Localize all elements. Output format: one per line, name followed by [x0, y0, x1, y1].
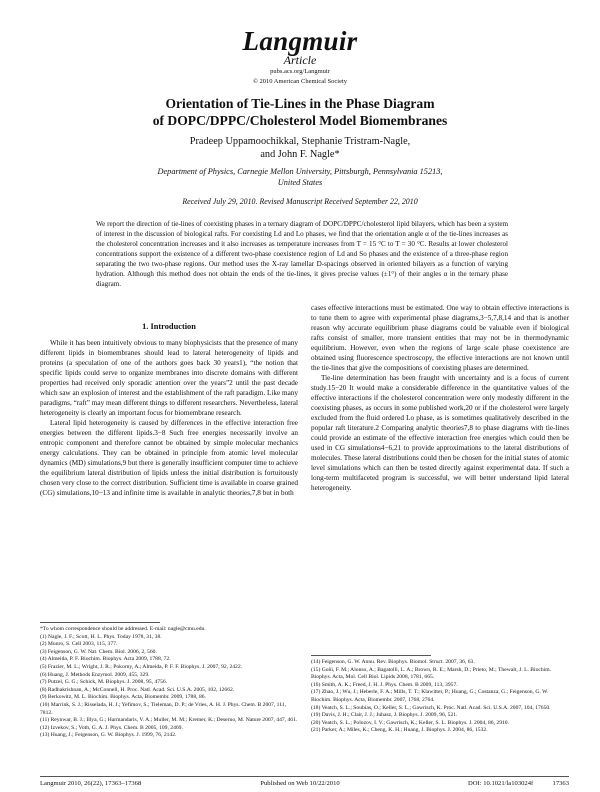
- reference-item: (2) Munro, S. Cell 2003, 115, 377.: [40, 641, 118, 648]
- reference-item: (4) Almeida, P. F. Biochim. Biophys. Acta 2009, 1788, 72.: [40, 656, 171, 663]
- reference-item: (20) Veatch, S. L.; Polozov, I. V.; Gawrisch, K.; Keller, S. L. Biophys. J. 2004, 86, 2910.: [311, 719, 509, 726]
- paragraph: cases effective interactions must be estimated. One way to obtain effective interactions is to tune them to agree with experimental phase diagrams,3−5,7,8,14 and that is another reason why accurate equilibrium phase diagrams could be valuable even if biological rafts consist of smaller, more transient entities that may not be in thermodynamic equilibrium. However, even when the regions of large scale phase coexistence are obtained using fluorescence spectroscopy, the effective interactions are not known until the tie-lines that give the compositions of coexisting phases are determined.: [311, 304, 569, 372]
- section-heading: 1. Introduction: [142, 322, 196, 331]
- reference-list-left: [40, 626, 298, 776]
- reference-item: (1) Nagle, J. F.; Scott, H. L. Phys. Today 1978, 31, 38.: [40, 633, 162, 640]
- footer-doi-page: [380, 780, 569, 787]
- paragraph: Tie-line determination has been fraught with uncertainty and is a focus of current study.15−20 It would make a considerable difference in the quantitative values of the effective interactions if the cholesterol concentration were only modestly different in the coexisting phases, as occurs in some published work,20 or if the cholesterol were largely excluded from the fluid ordered Lo phase, as is sometimes qualitatively described in the popular raft literature.2 Comparing analytic theories7,8 to phase diagrams with tie-lines could provide an estimate of the effective interaction free energies which could then be used in CG simulations4−6,21 to provide approximations to the lateral distributions of molecules. These lateral distributions could then be chosen for the initial states of atomic level simulations which can then be tested directly against experimental data. If such a long-term multifaceted program is successful, we will better understand lipid lateral heterogeneity.: [311, 374, 569, 492]
- reference-item: (16) Smith, A. K.; Freed, J. H. J. Phys. Chem. B 2009, 113, 3957.: [311, 681, 458, 688]
- journal-logo: Langmuir: [242, 26, 358, 56]
- title-line: of DOPC/DPPC/Cholesterol Model Biomembranes: [152, 113, 448, 128]
- paragraph: While it has been intuitively obvious to many biophysicists that the presence of many different lipids in biomembranes should lead to lateral heterogeneity of lipids and proteins (a speculation of one of the authors goes back 30 years1), “the notion that specific lipids could serve to organize membranes into discrete domains with different properties had received only sporadic attention over the years”2 until the past decade which saw an explosion of interest and the establishment of the raft paradigm. Like many paradigms, “raft” may mean different things to different researchers. Nevertheless, lateral heterogeneity is clearly an important focus for biomembrane research.: [40, 339, 298, 417]
- correspondence-note: *To whom correspondence should be addressed. E-mail: nagle@cmu.edu.: [40, 626, 206, 632]
- reference-item: (18) Veatch, S. L.; Soubias, O.; Keller, S. L.; Gawrisch, K. Proc. Natl. Acad. Sci. U.S.A. 2007, 104, 17650.: [311, 704, 551, 711]
- affiliation-line: United States: [277, 178, 323, 187]
- authors-line: and John F. Nagle*: [260, 149, 340, 160]
- affiliation-line: Department of Physics, Carnegie Mellon University, Pittsburgh, Pennsylvania 15213,: [157, 167, 443, 176]
- left-column-body: [40, 338, 298, 618]
- author-list: [80, 135, 520, 161]
- reference-item: (17) Zhao, J.; Wu, J.; Heberle, F. A.; Mills, T. T.; Klawitter, P.; Huang, G.; Costanza, G.; Feigenson, G. W. Biochim. Biophys. Acta, Biomembr. 2007, 1768, 2764.: [311, 689, 549, 703]
- journal-url[interactable]: pubs.acs.org/Langmuir: [270, 68, 330, 75]
- footer-published: Published on Web 10/22/2010: [260, 780, 340, 787]
- reference-item: (10) Marrink, S. J.; Risselada, H. J.; Yefimov, S.; Tieleman, D. P.; de Vries, A. H. J. Phys. Chem. B 2007, 111, 7812.: [40, 701, 287, 716]
- footnote-divider: [311, 655, 431, 656]
- reference-item: (5) Frazier, M. L.; Wright, J. R.; Pokorny, A.; Almeida, P. F. F. Biophys. J. 2007, 92, 2422.: [40, 663, 243, 670]
- reference-item: (11) Reynwar, B. J.; Illya, G.; Harmandaris, V. A.; Muller, M. M.; Kremer, K.; Deserno, M. Nature 2007, 447, 461.: [40, 717, 298, 724]
- abstract: We report the direction of tie-lines of coexisting phases in a ternary diagram of DOPC/DPPC/cholesterol lipid bilayers, which has been a system of interest in the discussion of biological rafts. For coexisting Ld and Lo phases, we find that the orientation angle α of the tie-lines increases as the cholesterol concentration increases and it also increases as temperature increases from T = 15 °C to T = 30 °C. Results at lower cholesterol concentrations support the existence of a different two-phase coexistence region of Ld and So phases and the existence of a three-phase region separating the two two-phase regions. Our method uses the X-ray lamellar D-spacings observed in oriented bilayers as a function of varying hydration. Although this method does not obtain the ends of the tie-lines, it gives precise values (±1°) of their angles α in the ternary phase diagram.: [96, 220, 508, 288]
- page-number: 17363: [552, 780, 569, 787]
- paper-title: [80, 95, 520, 129]
- reference-item: (13) Huang, J.; Feigenson, G. W. Biophys. J. 1999, 76, 2142.: [40, 732, 177, 739]
- reference-item: (3) Feigenson, G. W. Nat. Chem. Biol. 2006, 2, 560.: [40, 648, 157, 655]
- copyright-notice: © 2010 American Chemical Society: [252, 78, 348, 85]
- footer-divider: [40, 776, 569, 777]
- reference-item: (15) Goñi, F. M.; Alonso, A.; Bagatolli, L. A.; Brown, R. E.; Marsh, D.; Prieto, M.; Thewalt, J. L. Biochim. Biophys. Acta, Mol. Cell Biol. Lipids 2008, 1781, 665.: [311, 666, 551, 681]
- reference-item: (6) Huang, J. Methods Enzymol. 2009, 455, 329.: [40, 671, 150, 678]
- authors-line: Pradeep Uppamoochikkal, Stephanie Tristram-Nagle,: [189, 136, 411, 147]
- paragraph: Lateral lipid heterogeneity is caused by differences in the effective interaction free energies between the different lipids.3−8 Such free energies necessarily involve an entropic component and therefore cannot be obtained by simple molecular mechanics energy calculations. They can be obtained in principle from atomic level molecular dynamics (MD) simulations,9 but there is generally insufficient computer time to achieve the equilibrium lateral distribution of lipids unless the initial distribution is fortuitously chosen very close to the correct distribution. Sufficient time is available in coarse grained (CG) simulations,10−13 and infinite time is available in analytic theories,7,8 but in both: [40, 419, 298, 497]
- reference-item: (12) Izvekov, S.; Voth, G. A. J. Phys. Chem. B 2005, 109, 2469.: [40, 724, 183, 731]
- reference-list-right: [311, 659, 569, 776]
- affiliation: [80, 166, 520, 188]
- reference-item: (8) Radhakrishnan, A.; McConnell, H. Proc. Natl. Acad. Sci. U.S.A. 2005, 102, 12662.: [40, 686, 235, 693]
- footer-citation: Langmuir 2010, 26(22), 17363–17368: [40, 780, 142, 787]
- reference-item: (19) Davis, J. H.; Clair, J. J.; Juhasz, J. Biophys. J. 2009, 96, 521.: [311, 712, 458, 719]
- received-dates: Received July 29, 2010. Revised Manuscript Received September 22, 2010: [182, 197, 418, 206]
- title-line: Orientation of Tie-Lines in the Phase Diagram: [165, 96, 435, 111]
- footnote-divider: [40, 622, 160, 623]
- article-type-label: Article: [283, 53, 317, 67]
- reference-item: (14) Feigenson, G. W. Annu. Rev. Biophys. Biomol. Struct. 2007, 36, 63.: [311, 659, 475, 665]
- footer-doi[interactable]: DOI: 10.1021/la103024f: [468, 780, 534, 787]
- right-column-body: [311, 303, 569, 651]
- reference-item: (21) Parker, A.; Miles, K.; Cheng, K. H.; Huang, J. Biophys. J. 2004, 86, 1532.: [311, 727, 488, 734]
- reference-item: (9) Berkowitz, M. L. Biochim. Biophys. Acta, Biomembr. 2009, 1788, 86.: [40, 694, 206, 701]
- reference-item: (7) Putzel, G. G.; Schick, M. Biophys. J. 2008, 95, 4756.: [40, 679, 168, 686]
